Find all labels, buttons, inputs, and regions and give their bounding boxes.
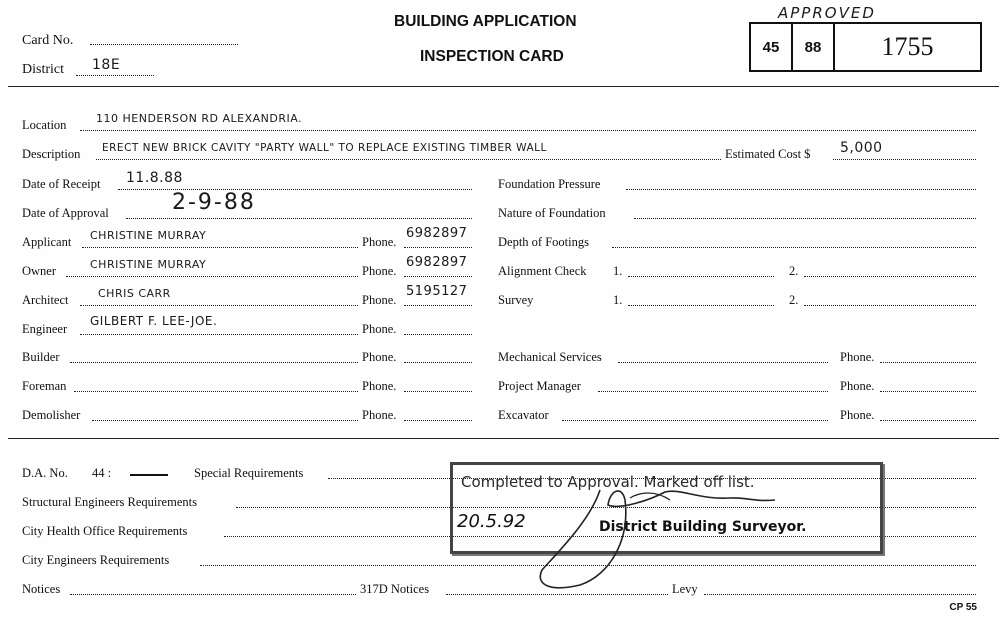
architect-phone-label: Phone. bbox=[362, 293, 397, 307]
engineer-phone-label: Phone. bbox=[362, 322, 397, 336]
nature-foundation-label: Nature of Foundation bbox=[498, 206, 606, 220]
estimated-cost-label: Estimated Cost $ bbox=[725, 147, 811, 161]
signature-icon bbox=[530, 470, 790, 600]
notices-317d-label: 317D Notices bbox=[360, 582, 430, 596]
demolisher-label: Demolisher bbox=[22, 408, 81, 422]
da-label: D.A. No. bbox=[22, 466, 68, 480]
date-receipt-value: 11.8.88 bbox=[126, 170, 183, 186]
alignment-check-label: Alignment Check bbox=[498, 264, 587, 278]
architect-line bbox=[80, 305, 358, 306]
project-manager-phone-label: Phone. bbox=[840, 379, 875, 393]
survey-label: Survey bbox=[498, 293, 534, 307]
demolisher-phone-line bbox=[404, 420, 472, 421]
mechanical-phone-line bbox=[880, 362, 976, 363]
stamp-line2: District Building Surveyor. bbox=[599, 519, 807, 535]
applicant-label: Applicant bbox=[22, 235, 72, 249]
project-manager-phone-line bbox=[880, 391, 976, 392]
foreman-phone-line bbox=[404, 391, 472, 392]
excavator-phone-label: Phone. bbox=[840, 408, 875, 422]
stamp-line1: Completed to Approval. Marked off list. bbox=[461, 473, 755, 491]
notices-line bbox=[70, 594, 356, 595]
survey-line1 bbox=[628, 305, 774, 306]
survey-num1: 1. bbox=[613, 293, 623, 307]
survey-line2 bbox=[804, 305, 976, 306]
description-line bbox=[96, 159, 721, 160]
mechanical-label: Mechanical Services bbox=[498, 350, 602, 364]
title-line2: INSPECTION CARD bbox=[420, 48, 564, 65]
district-value: 18E bbox=[92, 57, 121, 73]
alignment-num2: 2. bbox=[789, 264, 799, 278]
card-no-label: Card No. bbox=[22, 33, 74, 48]
demolisher-phone-label: Phone. bbox=[362, 408, 397, 422]
builder-label: Builder bbox=[22, 350, 60, 364]
depth-footings-label: Depth of Footings bbox=[498, 235, 589, 249]
approved-note: APPROVED bbox=[778, 4, 876, 22]
engineer-value: GILBERT F. LEE-JOE. bbox=[90, 314, 218, 328]
health-req-label: City Health Office Requirements bbox=[22, 524, 188, 538]
excavator-line bbox=[562, 420, 828, 421]
special-req-label: Special Requirements bbox=[194, 466, 304, 480]
owner-phone-value: 6982897 bbox=[406, 255, 468, 270]
owner-phone-line bbox=[404, 276, 472, 277]
alignment-num1: 1. bbox=[613, 264, 623, 278]
mechanical-line bbox=[618, 362, 828, 363]
nature-foundation-line bbox=[634, 218, 976, 219]
owner-value: CHRISTINE MURRAY bbox=[90, 258, 207, 271]
alignment-line2 bbox=[804, 276, 976, 277]
architect-value: CHRIS CARR bbox=[98, 287, 171, 300]
file-number-part1: 45 bbox=[751, 24, 793, 70]
owner-label: Owner bbox=[22, 264, 57, 278]
foundation-pressure-line bbox=[626, 189, 976, 190]
foundation-pressure-label: Foundation Pressure bbox=[498, 177, 601, 191]
date-approval-value: 2-9-88 bbox=[172, 190, 256, 215]
builder-line bbox=[70, 362, 358, 363]
date-approval-label: Date of Approval bbox=[22, 206, 109, 220]
notices-label: Notices bbox=[22, 582, 61, 596]
alignment-line1 bbox=[628, 276, 774, 277]
estimated-cost-value: 5,000 bbox=[840, 140, 883, 156]
project-manager-label: Project Manager bbox=[498, 379, 581, 393]
foreman-label: Foreman bbox=[22, 379, 67, 393]
builder-phone-line bbox=[404, 362, 472, 363]
city-eng-req-label: City Engineers Requirements bbox=[22, 553, 170, 567]
da-dash bbox=[130, 474, 168, 476]
district-line bbox=[76, 75, 154, 76]
location-line bbox=[80, 130, 976, 131]
structural-req-label: Structural Engineers Requirements bbox=[22, 495, 197, 509]
stamp-date: 20.5.92 bbox=[457, 511, 526, 532]
owner-line bbox=[66, 276, 358, 277]
levy-label: Levy bbox=[672, 582, 698, 596]
applicant-phone-value: 6982897 bbox=[406, 226, 468, 241]
excavator-phone-line bbox=[880, 420, 976, 421]
architect-label: Architect bbox=[22, 293, 69, 307]
mechanical-phone-label: Phone. bbox=[840, 350, 875, 364]
location-label: Location bbox=[22, 118, 67, 132]
date-receipt-label: Date of Receipt bbox=[22, 177, 101, 191]
foreman-phone-label: Phone. bbox=[362, 379, 397, 393]
file-number-box bbox=[749, 22, 982, 72]
title-line1: BUILDING APPLICATION bbox=[394, 13, 577, 30]
foreman-line bbox=[74, 391, 358, 392]
location-value: 110 HENDERSON RD ALEXANDRIA. bbox=[96, 112, 303, 125]
builder-phone-label: Phone. bbox=[362, 350, 397, 364]
applicant-phone-line bbox=[404, 247, 472, 248]
depth-footings-line bbox=[612, 247, 976, 248]
file-number-part3: 1755 bbox=[881, 32, 934, 61]
district-label: District bbox=[22, 62, 64, 77]
excavator-label: Excavator bbox=[498, 408, 549, 422]
applicant-phone-label: Phone. bbox=[362, 235, 397, 249]
survey-num2: 2. bbox=[789, 293, 799, 307]
architect-phone-line bbox=[404, 305, 472, 306]
architect-phone-value: 5195127 bbox=[406, 284, 468, 299]
engineer-phone-line bbox=[404, 334, 472, 335]
applicant-line bbox=[82, 247, 358, 248]
project-manager-line bbox=[598, 391, 828, 392]
owner-phone-label: Phone. bbox=[362, 264, 397, 278]
header-divider bbox=[8, 86, 999, 87]
card-no-line bbox=[90, 44, 238, 45]
date-approval-line bbox=[126, 218, 472, 219]
engineer-line bbox=[80, 334, 358, 335]
file-number-part2: 88 bbox=[793, 24, 835, 70]
demolisher-line bbox=[92, 420, 358, 421]
description-label: Description bbox=[22, 147, 81, 161]
applicant-value: CHRISTINE MURRAY bbox=[90, 229, 207, 242]
description-value: ERECT NEW BRICK CAVITY "PARTY WALL" TO REPLACE EXISTING TIMBER WALL bbox=[102, 142, 547, 154]
estimated-cost-line bbox=[833, 159, 976, 160]
section-divider bbox=[8, 438, 999, 439]
da-value: 44 : bbox=[92, 466, 112, 480]
engineer-label: Engineer bbox=[22, 322, 68, 336]
form-code: CP 55 bbox=[949, 602, 977, 613]
